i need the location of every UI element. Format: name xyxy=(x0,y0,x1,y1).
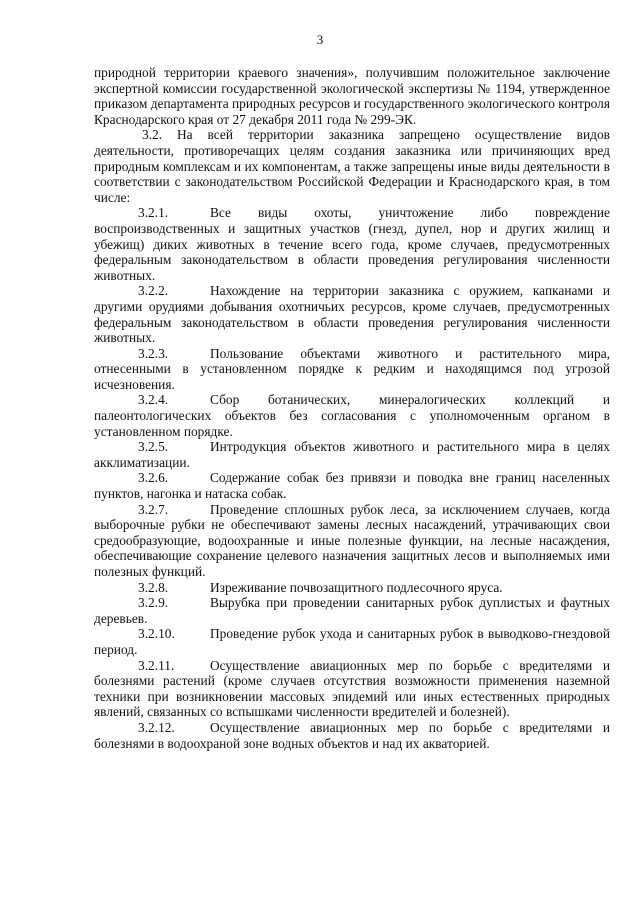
item-text: Проведение рубок ухода и санитарных рубок в выводково-гнездовой период. xyxy=(94,626,610,657)
section-3-2-paragraph: 3.2. На всей территории заказника запрещено осуществление видов деятельности, противоречащих целям создания заказника или причиняющих вред природным комплексам и их компонентам, а также запрещены иные виды деятельности в соответствии с законодательством Российской Федерации и Краснодарского края, в том числе: xyxy=(94,127,610,205)
document-body xyxy=(94,65,610,751)
list-item xyxy=(94,720,610,751)
list-item xyxy=(94,283,610,345)
item-number: 3.2.8. xyxy=(138,579,169,595)
list-item xyxy=(94,392,610,439)
item-number: 3.2.12. xyxy=(138,719,175,735)
item-number: 3.2.11. xyxy=(138,657,175,673)
item-number: 3.2.5. xyxy=(138,439,169,455)
item-text: Пользование объектами животного и растительного мира, отнесенными в установленном порядке к редким и находящимся под угрозой исчезновения. xyxy=(94,345,610,392)
item-text: Нахождение на территории заказника с оружием, капканами и другими орудиями добывания охотничьих ресурсов, кроме случаев, предусмотренных федеральным законодательством в области проведения регулирования численности животных. xyxy=(94,283,610,346)
item-text: Осуществление авиационных мер по борьбе с вредителями и болезнями растений (кроме случаев отсутствия возможности применения наземной техники при возникновении массовых эпидемий или иных естественных природных явлений, связанных со вспышками численности вредителей и болезней). xyxy=(94,657,610,720)
item-number: 3.2.4. xyxy=(138,392,169,408)
item-text: Осуществление авиационных мер по борьбе с вредителями и болезнями в водоохраной зоне водных объектов и над их акваторией. xyxy=(94,719,610,751)
item-number: 3.2.2. xyxy=(138,283,169,299)
list-item xyxy=(94,205,610,283)
item-text: Изреживание почвозащитного подлесочного яруса. xyxy=(210,579,503,595)
item-number: 3.2.10. xyxy=(138,626,175,642)
list-item xyxy=(94,470,610,501)
item-number: 3.2.9. xyxy=(138,595,169,611)
list-item xyxy=(94,626,610,657)
list-item xyxy=(94,439,610,470)
list-item xyxy=(94,580,610,596)
item-number: 3.2.7. xyxy=(138,501,169,517)
prohibition-list xyxy=(94,205,610,751)
item-number: 3.2.3. xyxy=(138,345,169,361)
intro-paragraph: природной территории краевого значения», получившим положительное заключение экспертной комиссии государственной экологической экспертизы № 1194, утвержденное приказом департамента природных ресурсов и государственного экологического контроля Краснодарского края от 27 декабря 2011 года № 299-ЭК. xyxy=(94,65,611,127)
page-number: 3 xyxy=(316,32,324,47)
item-text: Все виды охоты, уничтожение либо повреждение воспроизводственных и защитных участков (гнезд, дупел, нор и других жилищ и убежищ) диких животных в течение всего года, кроме случаев, предусмотренных федеральным законодательством в области проведения регулирования численности животных. xyxy=(94,205,610,283)
list-item xyxy=(94,658,610,720)
list-item xyxy=(94,346,610,393)
item-text: Сбор ботанических, минералогических коллекций и палеонтологических объектов без согласования с уполномоченным органом в установленном порядке. xyxy=(94,392,610,439)
item-text: Проведение сплошных рубок леса, за исключением случаев, когда выборочные рубки не обеспечивают замены лесных насаждений, утрачивающих свои средообразующие, водоохранные и иные полезные функции, на лесные насаждения, обеспечивающие сохранение целевого назначения защитных лесов и выполняемых ими полезных функций. xyxy=(94,501,610,579)
list-item xyxy=(94,595,610,626)
item-text: Вырубка при проведении санитарных рубок дуплистых и фаутных деревьев. xyxy=(94,595,610,626)
item-text: Содержание собак без привязи и поводка вне границ населенных пунктов, нагонка и натаска собак. xyxy=(94,470,610,502)
list-item xyxy=(94,502,610,580)
item-number: 3.2.1. xyxy=(138,205,169,221)
item-number: 3.2.6. xyxy=(138,470,169,486)
item-text: Интродукция объектов животного и растительного мира в целях акклиматизации. xyxy=(94,439,610,470)
